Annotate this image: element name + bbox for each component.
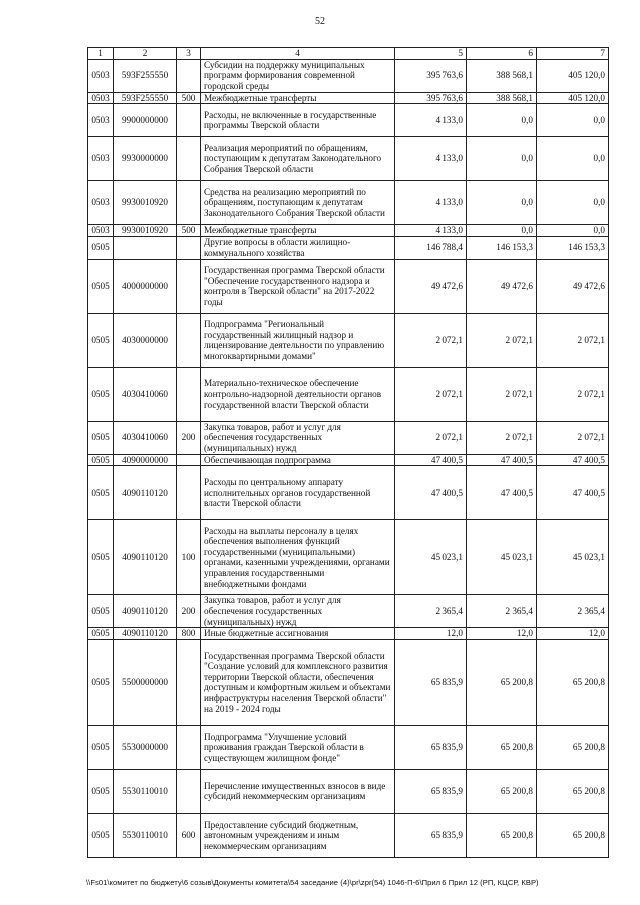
target-article-cell: 4090110120 [114,466,177,520]
section-code-cell: 0505 [88,236,114,259]
amount-2021-cell: 12,0 [467,628,537,640]
description-cell: Средства на реализацию мероприятий по обращениям, поступающим к депутатам Законодательного Собрания Тверской области [201,181,395,225]
section-code-cell: 0505 [88,628,114,640]
table-row [88,225,609,237]
amount-2020-cell: 146 788,4 [395,236,467,259]
expense-type-cell [177,137,201,181]
header-col-5: 5 [395,48,467,60]
expense-type-cell [177,104,201,137]
amount-2020-cell: 2 365,4 [395,595,467,628]
target-article-cell: 4030410060 [114,367,177,421]
amount-2021-cell: 0,0 [467,225,537,237]
section-code-cell: 0505 [88,313,114,367]
target-article-cell: 4030000000 [114,313,177,367]
description-cell: Закупка товаров, работ и услуг для обеспечения государственных (муниципальных) нужд [201,595,395,628]
description-cell: Материально-техническое обеспечение контрольно-надзорной деятельности органов государственной власти Тверской области [201,367,395,421]
section-code-cell: 0505 [88,259,114,313]
amount-2022-cell: 405 120,0 [537,92,609,104]
amount-2020-cell: 4 133,0 [395,181,467,225]
description-cell: Межбюджетные трансферты [201,225,395,237]
section-code-cell: 0503 [88,225,114,237]
target-article-cell: 4030410060 [114,421,177,454]
target-article-cell: 4090000000 [114,454,177,466]
amount-2021-cell: 2 365,4 [467,595,537,628]
description-cell: Подпрограмма "Улучшение условий проживания граждан Тверской области в существующем жилищном фонде" [201,725,395,769]
table-row [88,313,609,367]
expense-type-cell [177,236,201,259]
expense-type-cell: 200 [177,595,201,628]
description-cell: Иные бюджетные ассигнования [201,628,395,640]
expense-type-cell [177,454,201,466]
amount-2021-cell: 388 568,1 [467,92,537,104]
budget-table [87,47,609,858]
section-code-cell: 0505 [88,725,114,769]
section-code-cell: 0503 [88,92,114,104]
table-row [88,813,609,857]
section-code-cell: 0505 [88,454,114,466]
amount-2021-cell: 47 400,5 [467,454,537,466]
amount-2021-cell: 65 200,8 [467,639,537,725]
expense-type-cell: 100 [177,520,201,595]
target-article-cell: 4000000000 [114,259,177,313]
table-row [88,104,609,137]
description-cell: Подпрограмма "Региональный государственный жилищный надзор и лицензирование деятельности по управлению многоквартирными домами" [201,313,395,367]
amount-2020-cell: 65 835,9 [395,769,467,813]
section-code-cell: 0505 [88,367,114,421]
table-row [88,236,609,259]
description-cell: Государственная программа Тверской области "Обеспечение государственного надзора и контроля в Тверской области" на 2017-2022 годы [201,259,395,313]
table-row [88,137,609,181]
expense-type-cell [177,259,201,313]
expense-type-cell [177,313,201,367]
amount-2022-cell: 65 200,8 [537,639,609,725]
description-cell: Расходы, не включенные в государственные программы Тверской области [201,104,395,137]
amount-2022-cell: 0,0 [537,104,609,137]
header-col-4: 4 [201,48,395,60]
header-col-2: 2 [114,48,177,60]
amount-2020-cell: 4 133,0 [395,104,467,137]
header-col-1: 1 [88,48,114,60]
target-article-cell: 9900000000 [114,104,177,137]
amount-2022-cell: 65 200,8 [537,769,609,813]
amount-2021-cell: 2 072,1 [467,313,537,367]
expense-type-cell: 600 [177,813,201,857]
amount-2020-cell: 4 133,0 [395,137,467,181]
section-code-cell: 0503 [88,59,114,92]
expense-type-cell [177,367,201,421]
amount-2021-cell: 47 400,5 [467,466,537,520]
amount-2022-cell: 0,0 [537,137,609,181]
amount-2021-cell: 65 200,8 [467,769,537,813]
amount-2020-cell: 45 023,1 [395,520,467,595]
amount-2021-cell: 0,0 [467,104,537,137]
expense-type-cell [177,466,201,520]
amount-2021-cell: 2 072,1 [467,421,537,454]
target-article-cell: 9930010920 [114,181,177,225]
amount-2020-cell: 2 072,1 [395,313,467,367]
expense-type-cell [177,181,201,225]
section-code-cell: 0505 [88,813,114,857]
expense-type-cell [177,769,201,813]
table-row [88,595,609,628]
table-row [88,59,609,92]
target-article-cell: 4090110120 [114,595,177,628]
amount-2020-cell: 65 835,9 [395,639,467,725]
header-col-7: 7 [537,48,609,60]
amount-2020-cell: 47 400,5 [395,454,467,466]
target-article-cell: 4090110120 [114,520,177,595]
amount-2020-cell: 2 072,1 [395,421,467,454]
description-cell: Расходы на выплаты персоналу в целях обеспечения выполнения функций государственными (муниципальными) органами, казенными учреждениями, органами управления государственными внебюджетными фондами [201,520,395,595]
description-cell: Государственная программа Тверской области "Создание условий для комплексного развития территории Тверской области, обеспечения доступным и комфортным жильем и объектами инфраструктуры населения Тверской области" на 2019 - 2024 годы [201,639,395,725]
amount-2022-cell: 405 120,0 [537,59,609,92]
table-row [88,725,609,769]
expense-type-cell [177,59,201,92]
target-article-cell: 5530000000 [114,725,177,769]
expense-type-cell: 500 [177,92,201,104]
description-cell: Другие вопросы в области жилищно-коммунального хозяйства [201,236,395,259]
amount-2022-cell: 12,0 [537,628,609,640]
amount-2022-cell: 146 153,3 [537,236,609,259]
amount-2020-cell: 47 400,5 [395,466,467,520]
target-article-cell: 5530110010 [114,769,177,813]
target-article-cell: 9930010920 [114,225,177,237]
amount-2021-cell: 2 072,1 [467,367,537,421]
table-row [88,92,609,104]
target-article-cell: 9930000000 [114,137,177,181]
table-row [88,466,609,520]
amount-2021-cell: 65 200,8 [467,813,537,857]
footer-file-path: \\Fs01\комитет по бюджету\6 созыв\Документы комитета\54 заседание (4)\pr\zpr(54) 1046-П-6\Прил 6 Прил 12 (РП, КЦСР, КВР) [86,878,539,887]
amount-2020-cell: 4 133,0 [395,225,467,237]
amount-2022-cell: 0,0 [537,225,609,237]
section-code-cell: 0503 [88,137,114,181]
section-code-cell: 0505 [88,595,114,628]
expense-type-cell: 500 [177,225,201,237]
amount-2022-cell: 2 072,1 [537,367,609,421]
amount-2022-cell: 0,0 [537,181,609,225]
amount-2020-cell: 12,0 [395,628,467,640]
amount-2020-cell: 395 763,6 [395,92,467,104]
amount-2020-cell: 65 835,9 [395,725,467,769]
section-code-cell: 0503 [88,181,114,225]
description-cell: Межбюджетные трансферты [201,92,395,104]
amount-2022-cell: 2 072,1 [537,421,609,454]
amount-2020-cell: 2 072,1 [395,367,467,421]
expense-type-cell: 800 [177,628,201,640]
section-code-cell: 0505 [88,520,114,595]
target-article-cell: 4090110120 [114,628,177,640]
description-cell: Реализация мероприятий по обращениям, поступающим к депутатам Законодательного Собрания Тверской области [201,137,395,181]
table-row [88,454,609,466]
amount-2022-cell: 65 200,8 [537,725,609,769]
amount-2021-cell: 45 023,1 [467,520,537,595]
table-body [88,59,609,857]
amount-2022-cell: 45 023,1 [537,520,609,595]
section-code-cell: 0505 [88,769,114,813]
expense-type-cell [177,639,201,725]
table-row [88,259,609,313]
amount-2021-cell: 388 568,1 [467,59,537,92]
amount-2020-cell: 49 472,6 [395,259,467,313]
amount-2020-cell: 65 835,9 [395,813,467,857]
description-cell: Предоставление субсидий бюджетным, автономным учреждениям и иным некоммерческим организациям [201,813,395,857]
header-col-3: 3 [177,48,201,60]
target-article-cell: 5530110010 [114,813,177,857]
amount-2021-cell: 146 153,3 [467,236,537,259]
description-cell: Перечисление имущественных взносов в виде субсидий некоммерческим организациям [201,769,395,813]
section-code-cell: 0505 [88,639,114,725]
amount-2020-cell: 395 763,6 [395,59,467,92]
section-code-cell: 0503 [88,104,114,137]
amount-2021-cell: 65 200,8 [467,725,537,769]
header-col-6: 6 [467,48,537,60]
amount-2022-cell: 2 365,4 [537,595,609,628]
description-cell: Субсидии на поддержку муниципальных программ формирования современной городской среды [201,59,395,92]
table-row [88,628,609,640]
description-cell: Обеспечивающая подпрограмма [201,454,395,466]
description-cell: Закупка товаров, работ и услуг для обеспечения государственных (муниципальных) нужд [201,421,395,454]
table-row [88,181,609,225]
amount-2022-cell: 47 400,5 [537,454,609,466]
expense-type-cell: 200 [177,421,201,454]
table-row [88,520,609,595]
amount-2022-cell: 47 400,5 [537,466,609,520]
description-cell: Расходы по центральному аппарату исполнительных органов государственной власти Тверской области [201,466,395,520]
table-row [88,421,609,454]
target-article-cell: 593F255550 [114,92,177,104]
amount-2022-cell: 65 200,8 [537,813,609,857]
amount-2021-cell: 49 472,6 [467,259,537,313]
table-row [88,639,609,725]
expense-type-cell [177,725,201,769]
amount-2022-cell: 2 072,1 [537,313,609,367]
page-number: 52 [315,16,325,27]
amount-2021-cell: 0,0 [467,137,537,181]
table-header-row [88,48,609,60]
section-code-cell: 0505 [88,421,114,454]
section-code-cell: 0505 [88,466,114,520]
amount-2021-cell: 0,0 [467,181,537,225]
target-article-cell [114,236,177,259]
table-row [88,367,609,421]
target-article-cell: 5500000000 [114,639,177,725]
amount-2022-cell: 49 472,6 [537,259,609,313]
table-row [88,769,609,813]
target-article-cell: 593F255550 [114,59,177,92]
